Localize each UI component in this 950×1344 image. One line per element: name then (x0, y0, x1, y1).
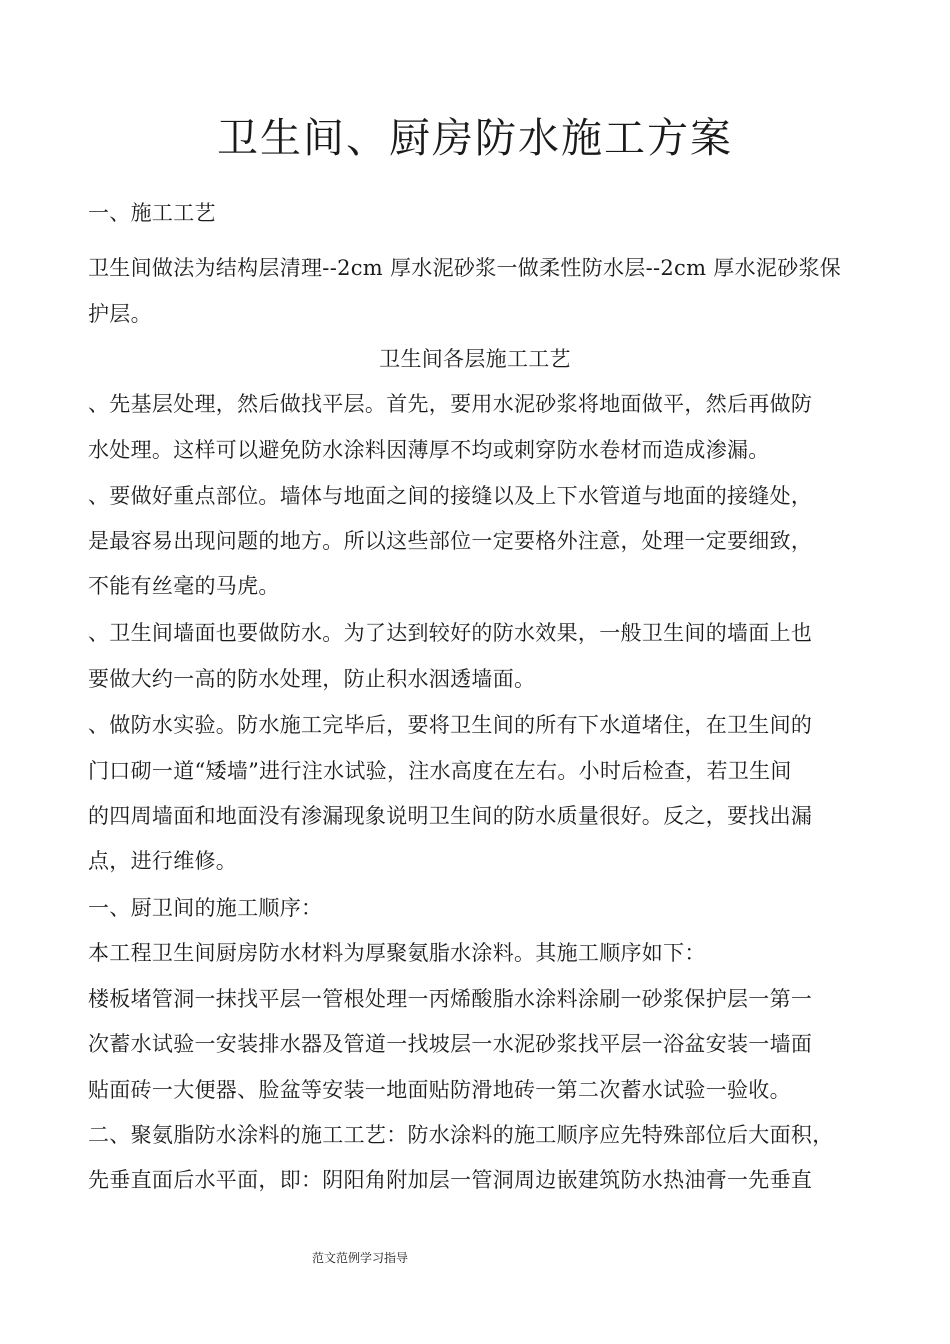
paragraph-line: 本工程卫生间厨房防水材料为厚聚氨脂水涂料。其施工顺序如下： (88, 941, 706, 965)
paragraph-line: 水处理。这样可以避免防水涂料因薄厚不均或刺穿防水卷材而造成渗漏。 (88, 438, 770, 462)
paragraph-line: 的四周墙面和地面没有渗漏现象说明卫生间的防水质量很好。反之，要找出漏 (88, 804, 813, 828)
paragraph-line: 、做防水实验。防水施工完毕后，要将卫生间的所有下水道堵住，在卫生间的 (88, 713, 813, 737)
page-footer: 范文范例学习指导 (312, 1251, 409, 1265)
paragraph-line: 、先基层处理，然后做找平层。首先，要用水泥砂浆将地面做平，然后再做防 (88, 392, 813, 416)
paragraph-line: 卫生间做法为结构层清理--2cm 厚水泥砂浆一做柔性防水层--2cm 厚水泥砂浆保 (88, 256, 842, 280)
paragraph-line: 门口砌一道“矮墙”进行注水试验，注水高度在左右。小时后检查，若卫生间 (88, 759, 792, 783)
paragraph-line: 点，进行维修。 (88, 849, 238, 873)
paragraph-line: 先垂直面后水平面，即：阴阳角附加层一管洞周边嵌建筑防水热油膏一先垂直 (88, 1168, 813, 1192)
paragraph-line: 要做大约一高的防水处理，防止积水洇透墙面。 (88, 667, 536, 691)
paragraph-line: 贴面砖一大便器、脸盆等安装一地面贴防滑地砖一第二次蓄水试验一验收。 (88, 1078, 791, 1102)
paragraph-line: 是最容易出现问题的地方。所以这些部位一定要格外注意，处理一定要细致， (88, 529, 813, 553)
section-heading: 一、施工工艺 (88, 201, 216, 225)
paragraph-line: 楼板堵管洞一抹找平层一管根处理一丙烯酸脂水涂料涂刷一砂浆保护层一第一 (88, 987, 813, 1011)
paragraph-line: 、卫生间墙面也要做防水。为了达到较好的防水效果，一般卫生间的墙面上也 (88, 621, 813, 645)
document-title: 卫生间、厨房防水施工方案 (217, 114, 733, 162)
section-heading: 二、聚氨脂防水涂料的施工工艺：防水涂料的施工顺序应先特殊部位后大面积， (88, 1123, 834, 1147)
section-heading: 一、厨卫间的施工顺序： (88, 896, 323, 920)
paragraph-line: 次蓄水试验一安装排水器及管道一找坡层一水泥砂浆找平层一浴盆安装一墙面 (88, 1032, 813, 1056)
paragraph-line: 不能有丝毫的马虎。 (88, 574, 280, 598)
paragraph-line: 护层。 (88, 302, 152, 326)
paragraph-line: 、要做好重点部位。墙体与地面之间的接缝以及上下水管道与地面的接缝处， (88, 484, 813, 508)
subsection-heading: 卫生间各层施工工艺 (379, 347, 571, 371)
